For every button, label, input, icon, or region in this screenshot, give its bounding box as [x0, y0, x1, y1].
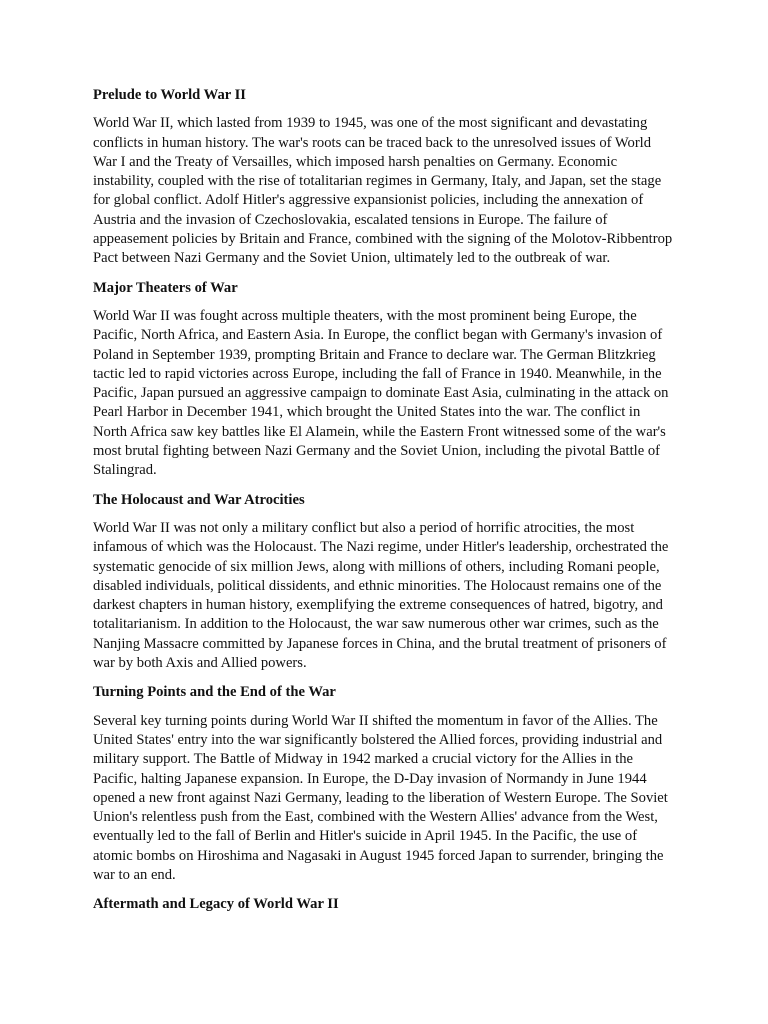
section-paragraph: World War II, which lasted from 1939 to 1945, was one of the most significant and devastating conflicts in human history. The war's roots can be traced back to the unresolved issues of World War I and the Treaty of Versailles, which imposed harsh penalties on Germany. Economic instability, coupled with the rise of totalitarian regimes in Germany, Italy, and Japan, set the stage for global conflict. Adolf Hitler's aggressive expansionist policies, including the annexation of Austria and the invasion of Czechoslovakia, escalated tensions in Europe. The failure of appeasement policies by Britain and France, combined with the signing of the Molotov-Ribbentrop Pact between Nazi Germany and the Soviet Union, ultimately led to the outbreak of war.: [93, 115, 673, 267]
section-heading: Prelude to World War II: [93, 87, 246, 103]
section-paragraph: World War II was fought across multiple theaters, with the most prominent being Europe, the Pacific, North Africa, and Eastern Asia. In Europe, the conflict began with Germany's invasion of Poland in September 1939, prompting Britain and France to declare war. The German Blitzkrieg tactic led to rapid victories across Europe, including the fall of France in 1940. Meanwhile, in the Pacific, Japan pursued an aggressive campaign to dominate East Asia, culminating in the attack on Pearl Harbor in December 1941, which brought the United States into the war. The conflict in North Africa saw key battles like El Alamein, while the Eastern Front witnessed some of the war's most brutal fighting between Nazi Germany and the Soviet Union, including the pivotal Battle of Stalingrad.: [93, 307, 669, 479]
section-paragraph: World War II was not only a military conflict but also a period of horrific atrocities, the most infamous of which was the Holocaust. The Nazi regime, under Hitler's leadership, orchestrated the systematic genocide of six million Jews, along with millions of others, including Romani people, disabled individuals, political dissidents, and ethnic minorities. The Holocaust remains one of the darkest chapters in human history, exemplifying the extreme consequences of hatred, bigotry, and totalitarianism. In addition to the Holocaust, the war saw numerous other war crimes, such as the Nanjing Massacre committed by Japanese forces in China, and the brutal treatment of prisoners of war by both Axis and Allied powers.: [93, 519, 669, 672]
section-heading: Major Theaters of War: [93, 279, 238, 296]
section-turning-points: [93, 683, 677, 885]
section-major-theaters: [93, 279, 677, 481]
section-heading: The Holocaust and War Atrocities: [93, 491, 305, 508]
section-holocaust: [93, 491, 677, 674]
section-paragraph: Several key turning points during World War II shifted the momentum in favor of the Allies. The United States' entry into the war significantly bolstered the Allied forces, providing industrial and military support. The Battle of Midway in 1942 marked a crucial victory for the Allies in the Pacific, halting Japanese expansion. In Europe, the D-Day invasion of Normandy in June 1944 opened a new front against Nazi Germany, leading to the liberation of Western Europe. The Soviet Union's relentless push from the East, combined with the Western Allies' advance from the West, eventually led to the fall of Berlin and Hitler's suicide in April 1945. In the Pacific, the use of atomic bombs on Hiroshima and Nagasaki in August 1945 forced Japan to surrender, bringing the war to an end.: [93, 712, 668, 883]
section-prelude: [93, 86, 677, 269]
section-heading: Aftermath and Legacy of World War II: [93, 896, 339, 913]
document-page: [93, 86, 677, 924]
section-aftermath: [93, 895, 677, 914]
section-heading: Turning Points and the End of the War: [93, 684, 336, 701]
